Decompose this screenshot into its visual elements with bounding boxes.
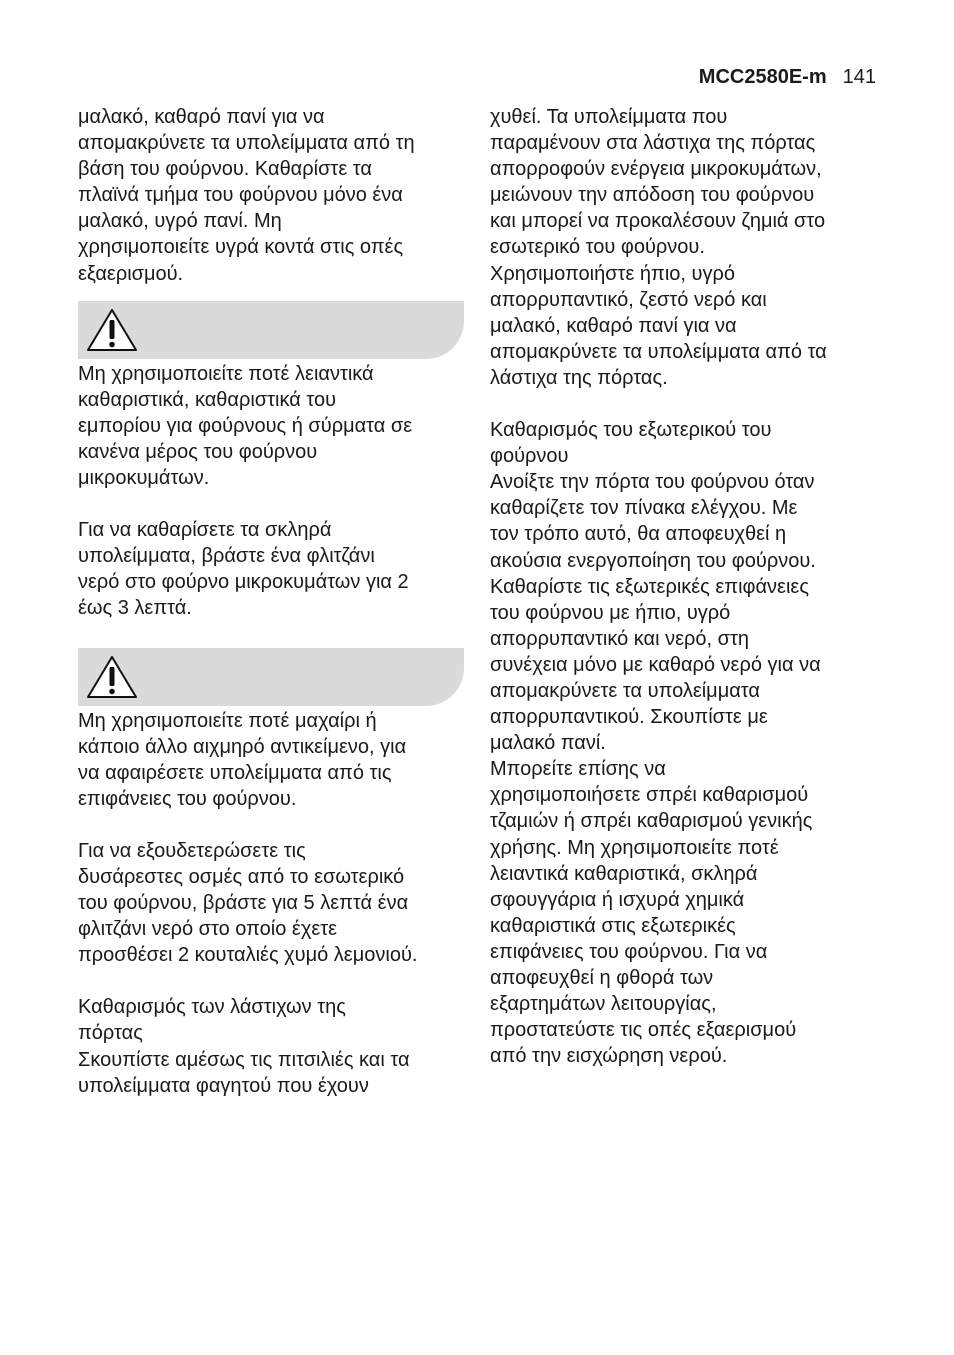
- page-header: [699, 64, 876, 90]
- paragraph: Για να εξουδετερώσετε τις δυσάρεστες οσμές από το εσωτερικό του φούρνου, βράστε για 5 λεπτά ένα φλιτζάνι νερό στο οποίο έχετε προσθέσει 2 κουταλιές χυμό λεμονιού.: [78, 839, 418, 967]
- page-number: 141: [842, 66, 876, 88]
- paragraph: μαλακό, καθαρό πανί για να απομακρύνετε τα υπολείμματα από τη βάση του φούρνου. Καθαρίστε τα πλαϊνά τμήμα του φούρνου μόνο ένα μαλακό, υγρό πανί. Μη χρησιμοποιείτε υγρά κοντά στις οπές εξαερισμού.: [78, 106, 415, 285]
- left-column: [78, 104, 470, 1099]
- paragraph: Για να καθαρίσετε τα σκληρά υπολείμματα, βράστε ένα φλιτζάνι νερό στο φούρνο μικροκυμάτων για 2 έως 3 λεπτά.: [78, 519, 409, 620]
- paragraph: χυθεί. Τα υπολείμματα που παραμένουν στα λάστιχα της πόρτας απορροφούν ενέργεια μικροκυμάτων, μειώνουν την απόδοση του φούρνου και μπορεί να προκαλέσουν ζημιά στο εσωτερικό του φούρνου. Χρησιμοποιήστε ήπιο, υγρό απορρυπαντικό, ζεστό νερό και μαλακό, καθαρό πανί για να απομακρύνετε τα υπολείμματα από τα λάστιχα της πόρτας.: [490, 106, 827, 389]
- warning-text: Μη χρησιμοποιείτε ποτέ λειαντικά καθαριστικά, καθαριστικά του εμπορίου για φούρνους ή σύρματα σε κανένα μέρος του φούρνου μικροκυμάτων.: [78, 362, 413, 490]
- paragraph: Μπορείτε επίσης να χρησιμοποιήσετε σπρέι καθαρισμού τζαμιών ή σπρέι καθαρισμού γενικής χρήσης. Μη χρησιμοποιείτε ποτέ λειαντικά καθαριστικά, σκληρά σφουγγάρια ή ισχυρά χημικά καθαριστικά στις εξωτερικές επιφάνειες του φούρνου. Για να αποφευχθεί η φθορά των εξαρτημάτων λειτουργίας, προστατεύστε τις οπές εξαερισμού από την εισχώρηση νερού.: [490, 758, 813, 1068]
- warning-banner: [78, 648, 464, 706]
- section-heading: Καθαρισμός των λάστιχων της πόρτας: [78, 996, 346, 1045]
- warning-banner: [78, 301, 464, 359]
- paragraph: Σκουπίστε αμέσως τις πιτσιλιές και τα υπολείμματα φαγητού που έχουν: [78, 1048, 410, 1097]
- warning-triangle-icon: [84, 306, 140, 354]
- warning-text: Μη χρησιμοποιείτε ποτέ μαχαίρι ή κάποιο άλλο αιχμηρό αντικείμενο, για να αφαιρέσετε υπολείμματα από τις επιφάνειες του φούρνου.: [78, 709, 407, 810]
- warning-triangle-icon: [84, 653, 140, 701]
- right-column: [490, 104, 882, 1069]
- paragraph: Ανοίξτε την πόρτα του φούρνου όταν καθαρίζετε τον πίνακα ελέγχου. Με τον τρόπο αυτό, θα αποφευχθεί η ακούσια ενεργοποίηση του φούρνου. Καθαρίστε τις εξωτερικές επιφάνειες του φούρνου με ήπιο, υγρό απορρυπαντικό και νερό, στη συνέχεια μόνο με καθαρό νερό για να απομακρύνετε τα υπολείμματα απορρυπαντικού. Σκουπίστε με μαλακό πανί.: [490, 471, 821, 755]
- section-heading: Καθαρισμός του εξωτερικού του φούρνου: [490, 419, 772, 468]
- model-number: MCC2580E-m: [698, 66, 827, 88]
